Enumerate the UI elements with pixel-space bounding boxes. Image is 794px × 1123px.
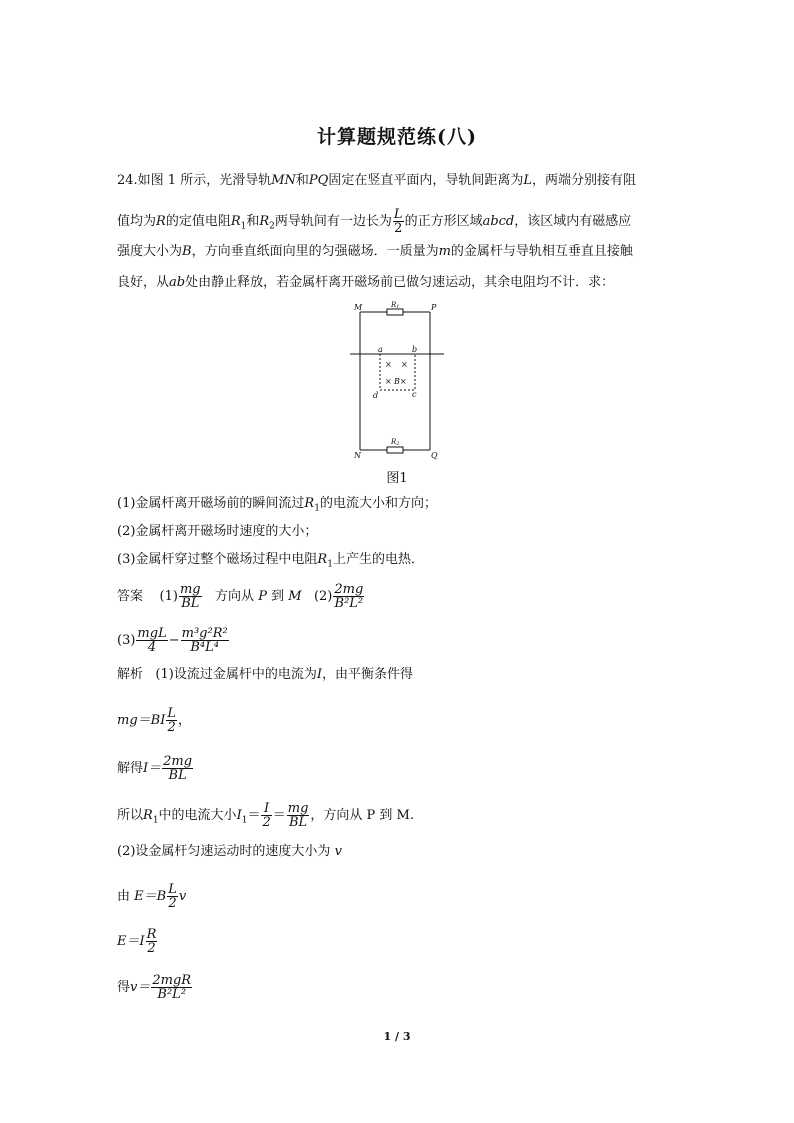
label-r2: R2 [391, 438, 400, 447]
question-1: (1)金属杆离开磁场前的瞬间流过$R_1$的电流大小和方向； [117, 496, 437, 514]
field-cross-1: × [385, 360, 392, 369]
page-number: 1 / 3 [383, 1030, 411, 1043]
answer-fraction-1: $\frac{mg}{BL}$ [179, 582, 201, 611]
field-label-B: B× [394, 377, 407, 386]
label-N: N [354, 451, 361, 460]
label-d: d [373, 391, 379, 400]
solution-line-1: 解析 (1)设流过金属杆中的电流为I，由平衡条件得 [117, 667, 413, 682]
solution-label: 解析 [117, 667, 144, 682]
label-a: a [378, 345, 383, 354]
solution-eq-5: E＝I $\frac{R}{2}$ [117, 927, 157, 956]
problem-line-4: 良好，从ab处由静止释放，若金属杆离开磁场前已做匀速运动，其余电阻均不计．求： [117, 275, 615, 290]
label-Q: Q [431, 451, 438, 460]
label-c: c [412, 390, 417, 399]
solution-eq-2: 解得I＝ $\frac{2mg}{BL}$ [117, 754, 193, 783]
problem-line-1: 24.如图 1 所示，光滑导轨MN和PQ固定在竖直平面内，导轨间距离为L，两端分别接有阻 [117, 173, 636, 188]
page-title: 计算题规范练(八) [317, 126, 477, 148]
circuit-diagram [340, 300, 450, 460]
question-2: (2)金属杆离开磁场时速度的大小； [117, 524, 318, 539]
field-cross-3: × [385, 377, 392, 386]
problem-line-3: 强度大小为B，方向垂直纸面向里的匀强磁场．一质量为m的金属杆与导轨相互垂直且接触 [117, 244, 633, 259]
label-r1: R1 [391, 301, 400, 310]
problem-line-2: 值均为R的定值电阻$R_1$和$R_2$两导轨间有一边长为 $\frac{L}{2}$ 的正方形区域abcd，该区域内有磁感应 [117, 207, 632, 236]
label-P: P [431, 303, 437, 312]
solution-eq-6: 得v＝ $\frac{\text{2mgR}}{\text{B²L²}}$ [117, 973, 192, 1002]
answer-line-2: (3) $\frac{\text{mgL}}{4}$ − $\frac{\text{m³g²R²}}{\text{B⁴L⁴}}$ [117, 626, 228, 655]
solution-eq-4: 由 E＝B $\frac{L}{2}$ v [117, 882, 187, 911]
answer-fraction-4: $\frac{\text{m³g²R²}}{\text{B⁴L⁴}}$ [181, 626, 228, 655]
answer-fraction-2: $\frac{2mg}{\text{B²L²}}$ [334, 582, 364, 611]
solution-eq-3: 所以$R_1$中的电流大小$I_1=$ $\frac{I}{2}$ ＝ $\frac{mg}{BL}$ ，方向从 P 到 M. [117, 801, 414, 830]
resistor-r1 [387, 309, 403, 315]
solution-line-2: (2)设金属杆匀速运动时的速度大小为 v [117, 844, 342, 859]
question-3: (3)金属杆穿过整个磁场过程中电阻$R_1$上产生的电热． [117, 552, 424, 570]
fraction-L-over-2: $\frac{L}{2}$ [393, 207, 403, 236]
answer-fraction-3: $\frac{\text{mgL}}{4}$ [137, 626, 167, 655]
label-M: M [354, 303, 363, 312]
field-cross-2: × [401, 360, 408, 369]
figure-caption: 图1 [386, 471, 408, 486]
answer-label: 答案 [117, 589, 144, 604]
solution-eq-1: mg＝BI $\frac{L}{2}$ ， [117, 706, 191, 735]
answer-line-1: 答案 (1) $\frac{mg}{BL}$ 方向从 P 到 M (2) $\frac{2mg}{\text{B²L²}}$ [117, 582, 364, 611]
label-b: b [412, 345, 418, 354]
resistor-r2 [387, 447, 403, 453]
